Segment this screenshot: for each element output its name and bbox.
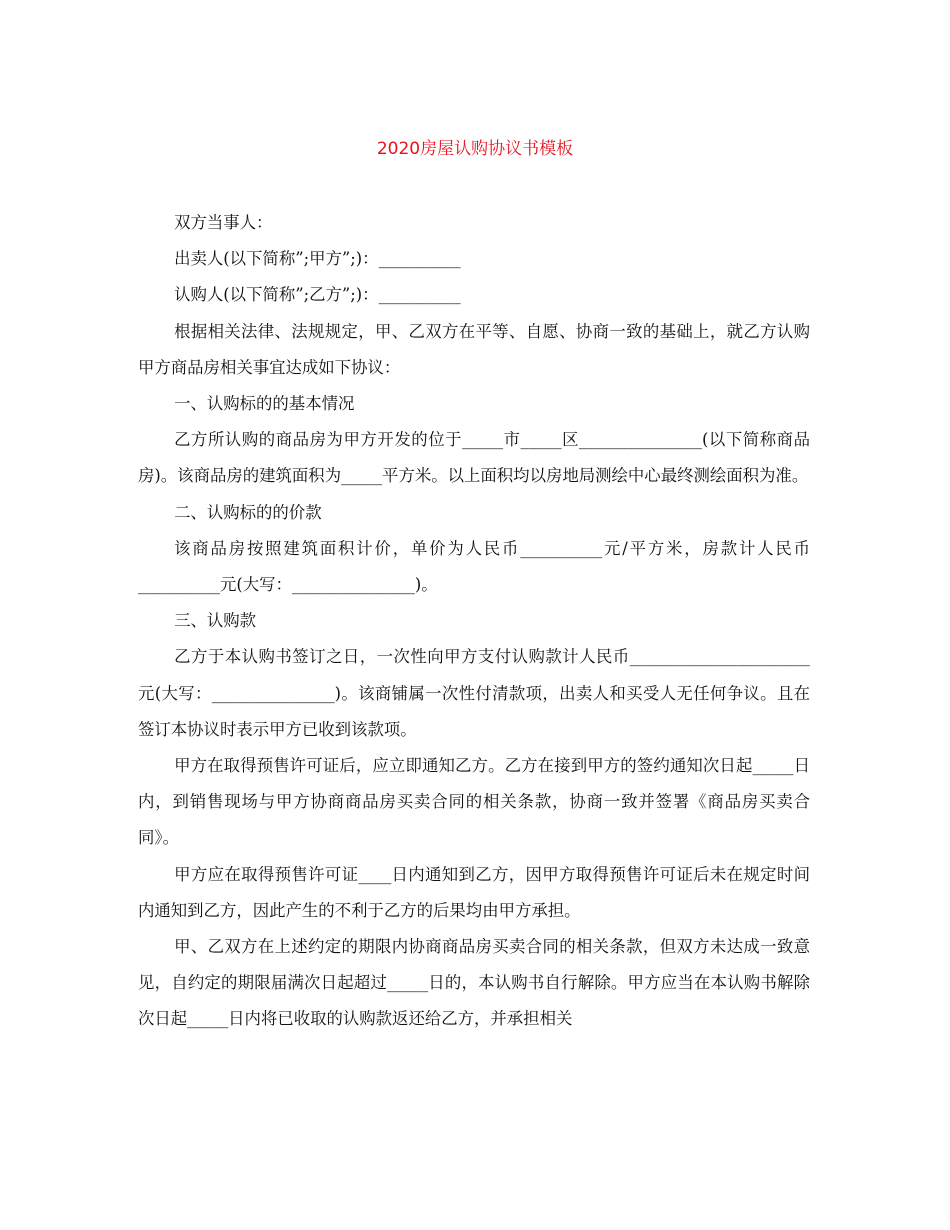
document-title: 2020房屋认购协议书模板 bbox=[376, 139, 574, 159]
paragraph: 该商品房按照建筑面积计价，单价为人民币__________元/平方米，房款计人民币__________元(大写：_______________)。 bbox=[138, 538, 810, 595]
paragraph: 乙方于本认购书签订之日，一次性向甲方支付认购款计人民币______________________元(大写：_______________)。该商铺属一次性付清款项，出卖人和买受人无任何争议。且在签订本协议时表示甲方已收到该款项。 bbox=[138, 647, 810, 739]
paragraph: 甲、乙双方在上述约定的期限内协商商品房买卖合同的相关条款，但双方未达成一致意见，自约定的期限届满次日起超过_____日的，本认购书自行解除。甲方应当在本认购书解除次日起_____日内将已收取的认购款返还给乙方，并承担相关 bbox=[138, 937, 810, 1029]
paragraph: 认购人(以下简称”;乙方”;)：__________ bbox=[174, 285, 461, 305]
paragraph: 乙方所认购的商品房为甲方开发的位于_____市_____区_______________(以下简称商品房)。该商品房的建筑面积为_____平方米。以上面积均以房地局测绘中心最终测绘面积为准。 bbox=[138, 430, 810, 486]
section-heading: 三、认购款 bbox=[174, 611, 257, 631]
section-heading: 二、认购标的的价款 bbox=[174, 502, 322, 522]
paragraph: 甲方应在取得预售许可证____日内通知到乙方，因甲方取得预售许可证后未在规定时间内通知到乙方，因此产生的不利于乙方的后果均由甲方承担。 bbox=[138, 864, 810, 920]
paragraph: 出卖人(以下简称”;甲方”;)：__________ bbox=[174, 249, 461, 269]
paragraph: 根据相关法律、法规规定，甲、乙双方在平等、自愿、协商一致的基础上，就乙方认购甲方商品房相关事宜达成如下协议： bbox=[138, 321, 810, 377]
document-body bbox=[138, 205, 810, 1038]
section-heading: 一、认购标的的基本情况 bbox=[174, 394, 355, 414]
paragraph: 甲方在取得预售许可证后，应立即通知乙方。乙方在接到甲方的签约通知次日起_____日内，到销售现场与甲方协商商品房买卖合同的相关条款，协商一致并签署《商品房买卖合同》。 bbox=[138, 756, 810, 848]
paragraph: 双方当事人： bbox=[174, 213, 273, 232]
